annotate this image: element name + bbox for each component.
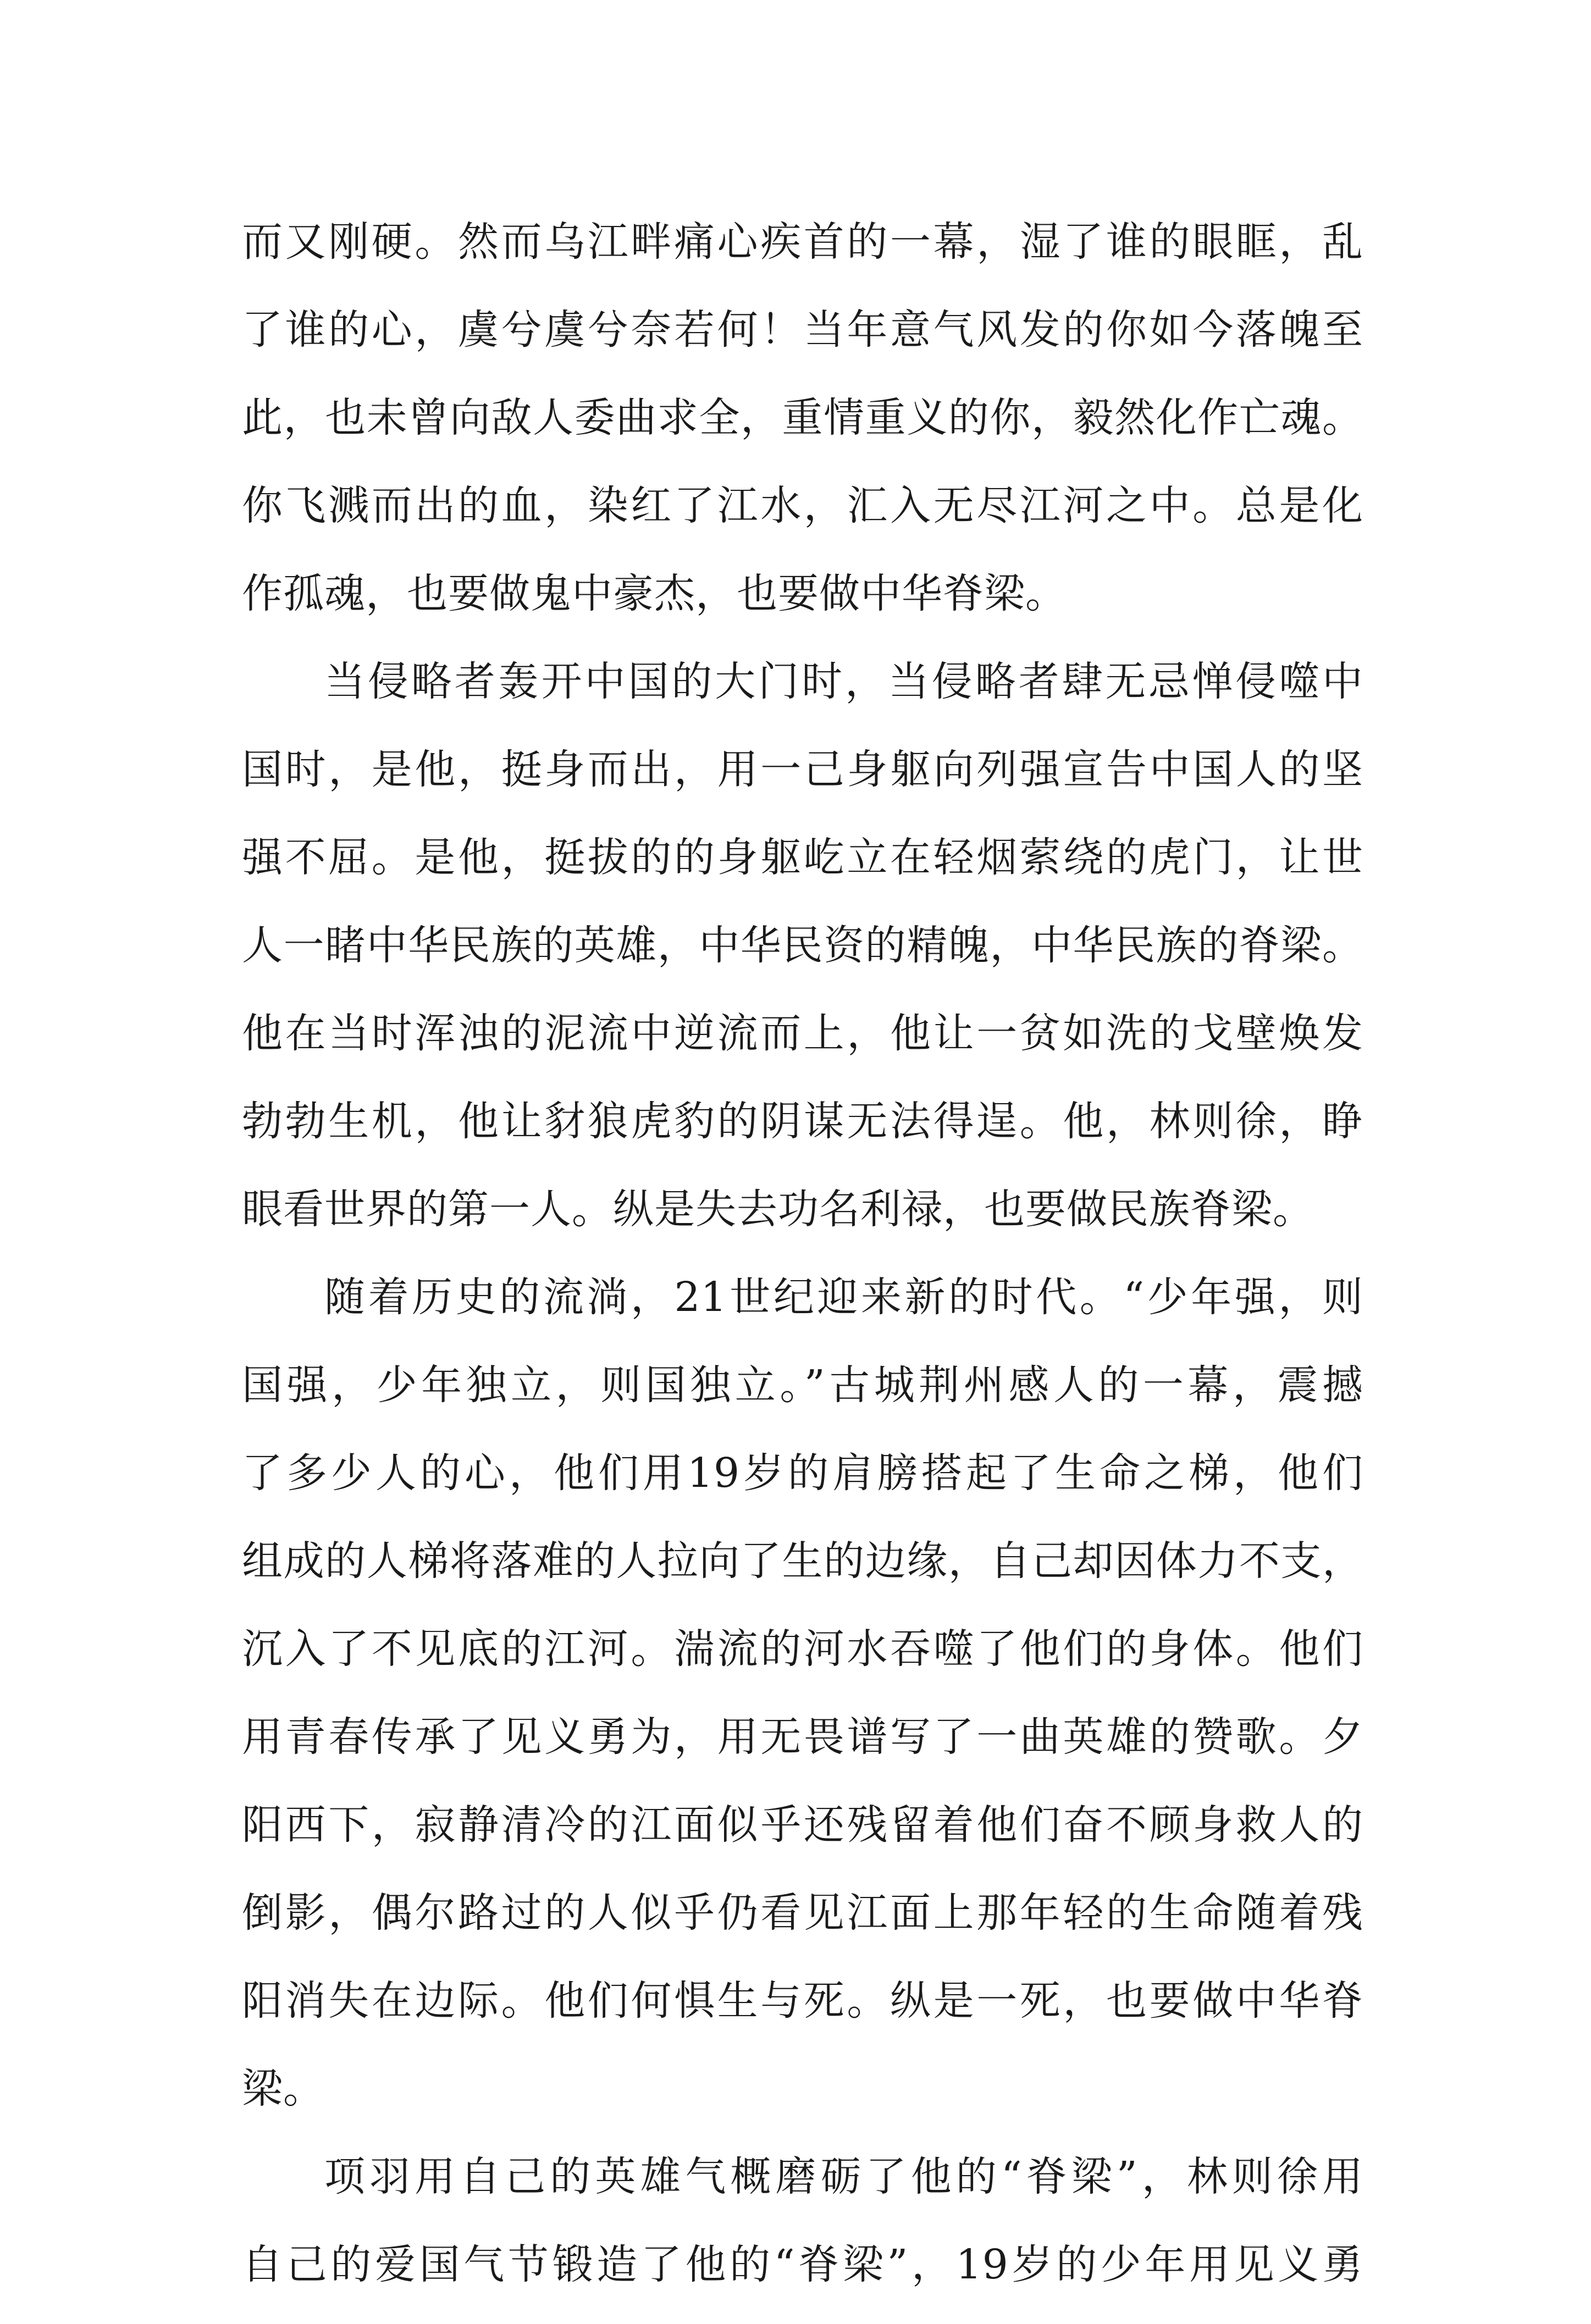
text-line: 阳消失在边际。他们何惧生与死。纵是一死，也要做中华脊 <box>242 1977 1363 2024</box>
text-line: 作孤魂，也要做鬼中豪杰，也要做中华脊梁。 <box>242 570 1067 617</box>
text-line: 组成的人梯将落难的人拉向了生的边缘，自己却因体力不支， <box>242 1537 1363 1585</box>
text-line: 强不屈。是他，挺拔的的身躯屹立在轻烟萦绕的虎门，让世 <box>242 834 1363 881</box>
text-line: 了谁的心，虞兮虞兮奈若何！当年意气风发的你如今落魄至 <box>242 306 1363 353</box>
text-line: 而又刚硬。然而乌江畔痛心疾首的一幕，湿了谁的眼眶，乱 <box>242 218 1363 265</box>
text-line: 国时，是他，挺身而出，用一己身躯向列强宣告中国人的坚 <box>242 746 1363 793</box>
text-line: 随着历史的流淌，21世纪迎来新的时代。“少年强，则 <box>324 1274 1363 1321</box>
text-line: 人一睹中华民族的英雄，中华民资的精魄，中华民族的脊梁。 <box>242 922 1363 969</box>
text-line: 了多少人的心，他们用19岁的肩膀搭起了生命之梯，他们 <box>242 1449 1363 1497</box>
text-line: 梁。 <box>242 2065 324 2112</box>
text-line: 他在当时浑浊的泥流中逆流而上，他让一贫如洗的戈壁焕发 <box>242 1010 1363 1057</box>
text-line: 你飞溅而出的血，染红了江水，汇入无尽江河之中。总是化 <box>242 482 1363 529</box>
text-line: 自己的爱国气节锻造了他的“脊梁”，19岁的少年用见义勇 <box>242 2241 1363 2288</box>
text-line: 勃勃生机，他让豺狼虎豹的阴谋无法得逞。他，林则徐，睁 <box>242 1098 1363 1145</box>
text-line: 眼看世界的第一人。纵是失去功名利禄，也要做民族脊梁。 <box>242 1186 1314 1233</box>
text-line: 当侵略者轰开中国的大门时，当侵略者肆无忌惮侵噬中 <box>324 658 1363 705</box>
text-line: 国强，少年独立，则国独立。”古城荆州感人的一幕，震撼 <box>242 1362 1363 1409</box>
essay-body <box>242 213 1363 2324</box>
text-line: 用青春传承了见义勇为，用无畏谱写了一曲英雄的赞歌。夕 <box>242 1713 1363 1761</box>
text-line: 此，也未曾向敌人委曲求全，重情重义的你，毅然化作亡魂。 <box>242 394 1363 441</box>
text-line: 沉入了不见底的江河。湍流的河水吞噬了他们的身体。他们 <box>242 1625 1363 1673</box>
text-line: 倒影，偶尔路过的人似乎仍看见江面上那年轻的生命随着残 <box>242 1889 1363 1936</box>
text-line: 阳西下，寂静清冷的江面似乎还残留着他们奋不顾身救人的 <box>242 1801 1363 1849</box>
text-line: 项羽用自己的英雄气概磨砺了他的“脊梁”，林则徐用 <box>324 2153 1363 2200</box>
